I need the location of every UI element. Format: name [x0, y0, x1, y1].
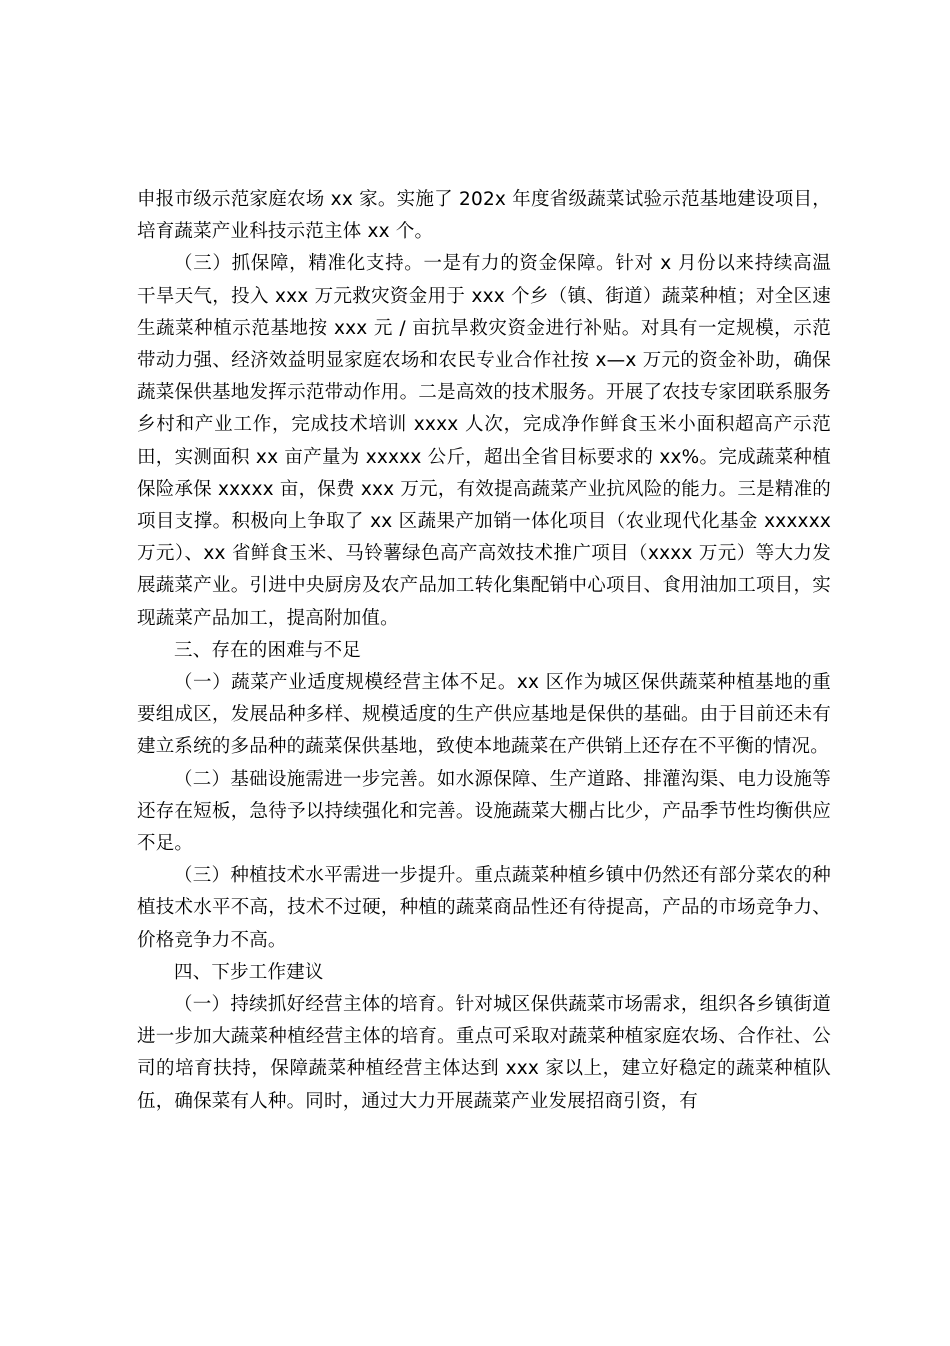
paragraph-infrastructure: （二）基础设施需进一步完善。如水源保障、生产道路、排灌沟渠、电力设施等还存在短板，急待予以持续强化和完善。设施蔬菜大棚占比少，产品季节性均衡供应不足。	[137, 768, 831, 855]
document-body	[137, 184, 831, 1118]
paragraph-continued-intro: 申报市级示范家庭农场 xx 家。实施了 202x 年度省级蔬菜试验示范基地建设项目，培育蔬菜产业科技示范主体 xx 个。	[137, 189, 831, 243]
paragraph-planting-technology: （三）种植技术水平需进一步提升。重点蔬菜种植乡镇中仍然还有部分菜农的种植技术水平不高，技术不过硬，种植的蔬菜商品性还有待提高，产品的市场竞争力、价格竞争力不高。	[137, 865, 831, 951]
section-heading-difficulties: 三、存在的困难与不足	[174, 639, 362, 661]
section-heading-next-steps: 四、下步工作建议	[174, 961, 324, 983]
paragraph-insufficient-operators: （一）蔬菜产业适度规模经营主体不足。xx 区作为城区保供蔬菜种植基地的重要组成区，发展品种多样、规模适度的生产供应基地是保供的基础。由于目前还未有建立系统的多品种的蔬菜保供基地，致使本地蔬菜在产供销上还存在不平衡的情况。	[137, 672, 831, 758]
paragraph-cultivate-operators: （一）持续抓好经营主体的培育。针对城区保供蔬菜市场需求，组织各乡镇街道进一步加大蔬菜种植经营主体的培育。重点可采取对蔬菜种植家庭农场、合作社、公司的培育扶持，保障蔬菜种植经营主体达到 xxx 家以上，建立好稳定的蔬菜种植队伍，确保菜有人种。同时，通过大力开展蔬菜产业发展招商引资，有	[137, 994, 831, 1112]
paragraph-support-measures: （三）抓保障，精准化支持。一是有力的资金保障。针对 x 月份以来持续高温干旱天气，投入 xxx 万元救灾资金用于 xxx 个乡（镇、街道）蔬菜种植；对全区速生蔬菜种植示范基地按 xxx 元 / 亩抗旱救灾资金进行补贴。对具有一定规模，示范带动力强、经济效益明显家庭农场和农民专业合作社按 x—x 万元的资金补助，确保蔬菜保供基地发挥示范带动作用。二是高效的技术服务。开展了农技专家团联系服务乡村和产业工作，完成技术培训 xxxx 人次，完成净作鲜食玉米小面积超高产示范田，实测面积 xx 亩产量为 xxxxx 公斤，超出全省目标要求的 xx%。完成蔬菜种植保险承保 xxxxx 亩，保费 xxx 万元，有效提高蔬菜产业抗风险的能力。三是精准的项目支撑。积极向上争取了 xx 区蔬果产加销一体化项目（农业现代化基金 xxxxxx 万元）、xx 省鲜食玉米、马铃薯绿色高产高效技术推广项目（xxxx 万元）等大力发展蔬菜产业。引进中央厨房及农产品加工转化集配销中心项目、食用油加工项目，实现蔬菜产品加工，提高附加值。	[137, 253, 831, 629]
